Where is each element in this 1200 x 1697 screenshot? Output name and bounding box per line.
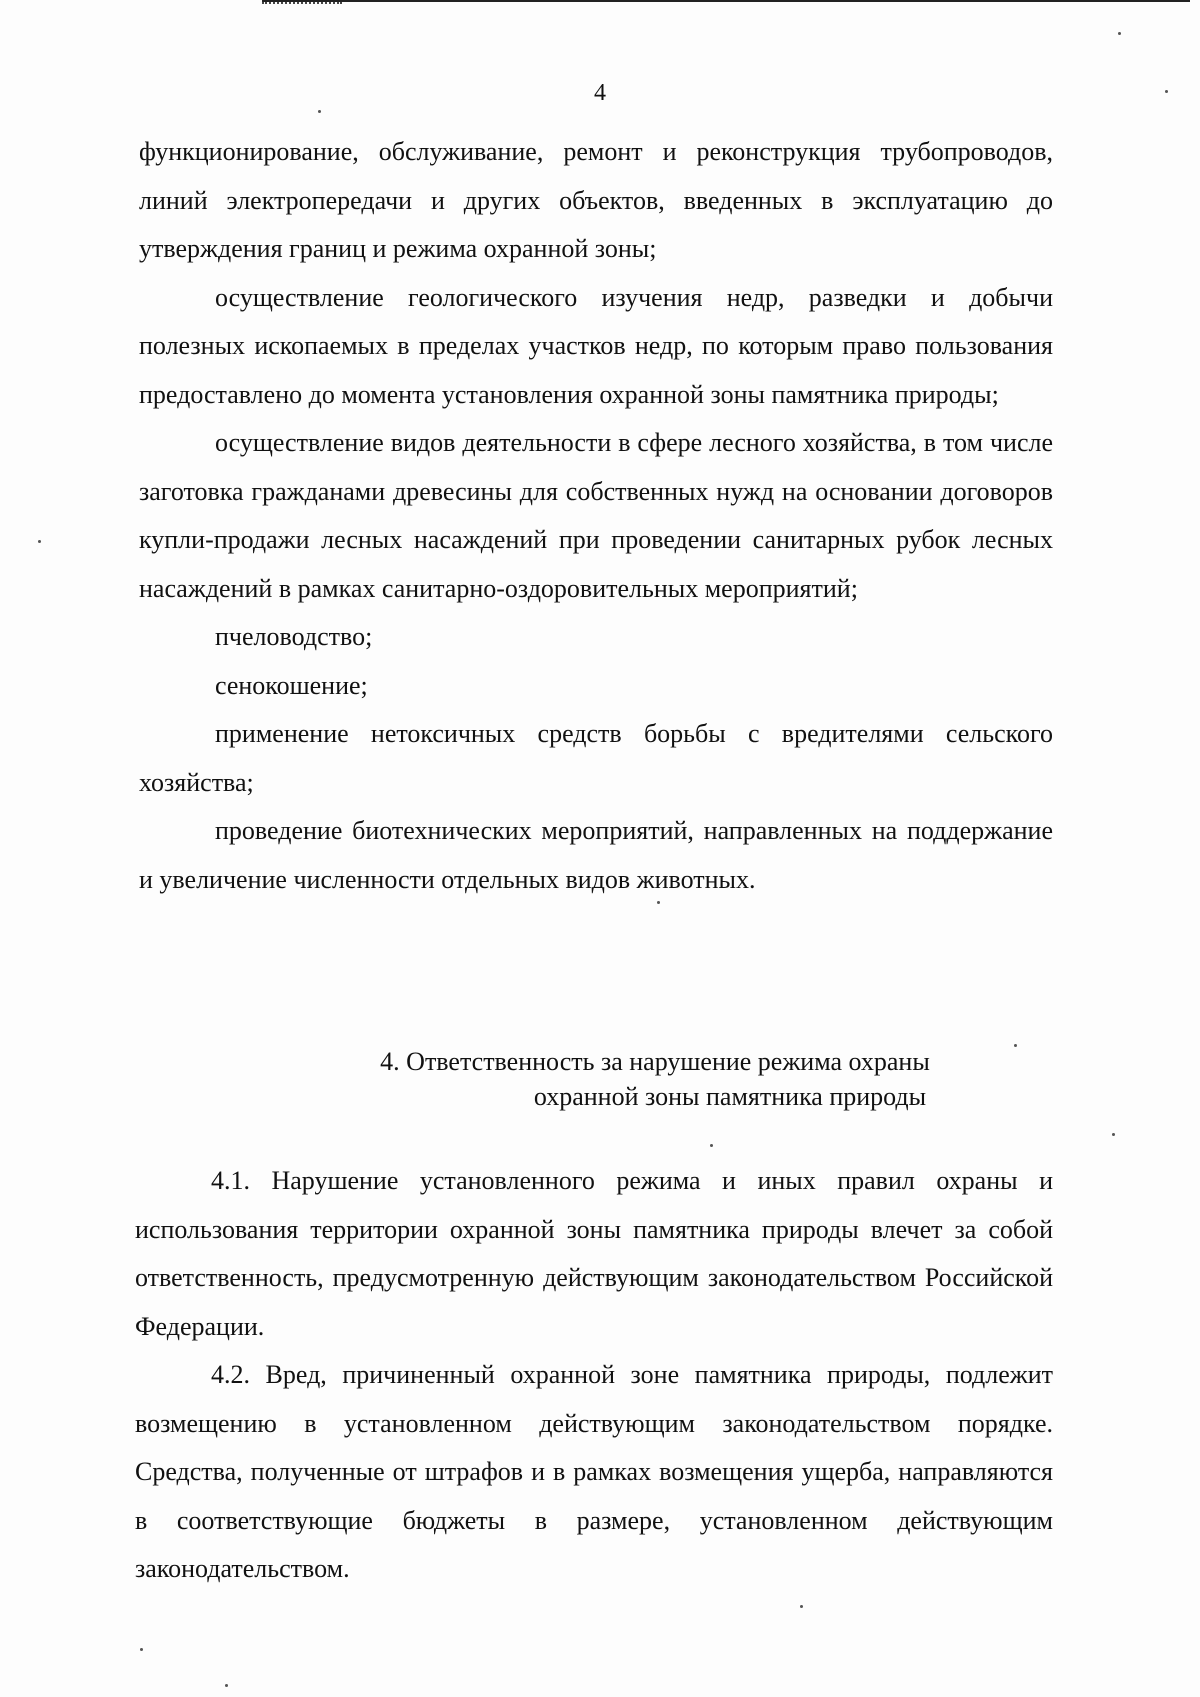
page-number: 4: [594, 80, 606, 106]
section-heading-line-1: 4. Ответственность за нарушение режима охраны: [380, 1047, 930, 1076]
paragraph-geological-survey: осуществление геологического изучения недр, разведки и добычи полезных ископаемых в пределах участков недр, по которым право пользования предоставлено до момента установления охранной зоны памятника природы;: [139, 282, 1053, 409]
scan-speck: [225, 1684, 228, 1687]
paragraph-forestry: осуществление видов деятельности в сфере лесного хозяйства, в том числе заготовка гражданами древесины для собственных нужд на основании договоров купли-продажи лесных насаждений при проведении санитарных рубок лесных насаждений в рамках санитарно-оздоровительных мероприятий;: [139, 428, 1053, 603]
scan-speck: [318, 110, 321, 113]
scan-speck: [1118, 32, 1121, 35]
section-heading-line-2: охранной зоны памятника природы: [533, 1082, 927, 1111]
paragraph-4-2-damage-compensation: 4.2. Вред, причиненный охранной зоне памятника природы, подлежит возмещению в установленном действующим законодательством порядке. Средства, полученные от штрафов и в рамках возмещения ущерба, направляются в соответствующие бюджеты в размере, установленном действующим законодательством.: [135, 1360, 1053, 1583]
scan-speck: [1112, 1133, 1115, 1136]
scan-speck: [657, 901, 660, 904]
body-text-lower: [135, 1157, 1053, 1594]
paragraph-haymaking: сенокошение;: [215, 670, 368, 700]
paragraph-beekeeping: пчеловодство;: [215, 622, 373, 651]
paragraph-4-1-liability: 4.1. Нарушение установленного режима и иных правил охраны и использования территории охранной зоны памятника природы влечет за собой ответственность, предусмотренную действующим законодательством Российской Федерации.: [135, 1166, 1053, 1341]
section-heading: [0, 1044, 1200, 1114]
scan-speck: [1165, 90, 1168, 93]
scan-speck: [140, 1648, 143, 1651]
scan-speck: [1014, 1044, 1017, 1047]
scan-speck: [800, 1605, 803, 1608]
scan-speck: [710, 1144, 713, 1147]
body-text-upper: [139, 128, 1053, 904]
paragraph-biotechnical-measures: проведение биотехнических мероприятий, направленных на поддержание и увеличение численности отдельных видов животных.: [139, 816, 1053, 894]
top-border-dashes: [262, 2, 342, 6]
paragraph-pipelines-continuation: функционирование, обслуживание, ремонт и реконструкция трубопроводов, линий электропередачи и других объектов, введенных в эксплуатацию до утверждения границ и режима охранной зоны;: [139, 137, 1053, 263]
paragraph-nontoxic-pest-control: применение нетоксичных средств борьбы с вредителями сельского хозяйства;: [139, 719, 1053, 797]
scan-speck: [38, 540, 41, 543]
top-border-line: [262, 0, 1190, 2]
